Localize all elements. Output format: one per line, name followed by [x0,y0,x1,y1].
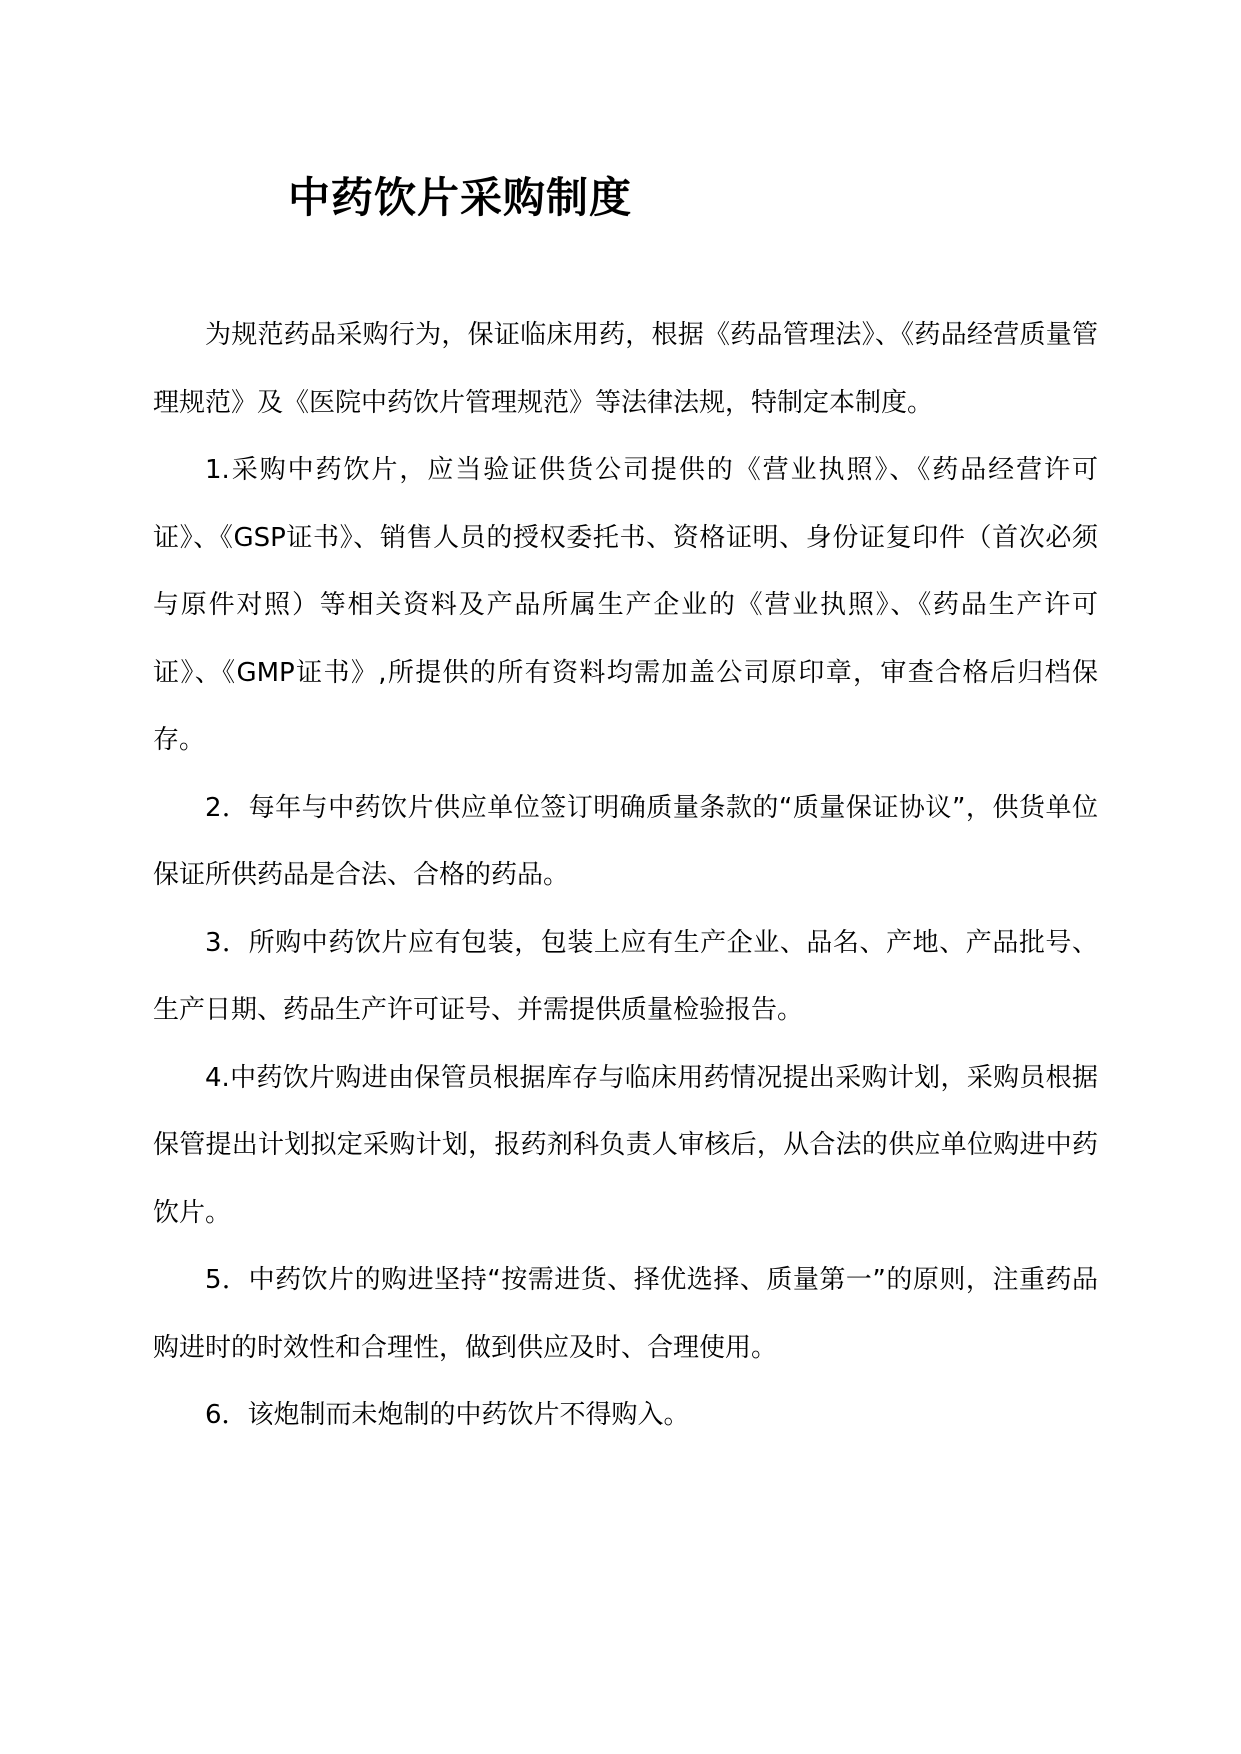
document-title: 中药饮片采购制度 [288,173,633,222]
clause-4-paragraph: 4.中药饮片购进由保管员根据库存与临床用药情况提出采购计划，采购员根据保管提出计划拟定采购计划，报药剂科负责人审核后，从合法的供应单位购进中药饮片。 [153,1062,1098,1228]
intro-paragraph: 为规范药品采购行为，保证临床用药，根据《药品管理法》、《药品经营质量管理规范》及《医院中药饮片管理规范》等法律法规，特制定本制度。 [153,320,1098,418]
document-body [153,302,1098,1450]
clause-6-paragraph: 6．该炮制而未炮制的中药饮片不得购入。 [205,1400,690,1430]
clause-1-paragraph: 1.采购中药饮片，应当验证供货公司提供的《营业执照》、《药品经营许可证》、《GSP证书》、销售人员的授权委托书、资格证明、身份证复印件（首次必须与原件对照）等相关资料及产品所属生产企业的《营业执照》、《药品生产许可证》、《GMP证书》,所提供的所有资料均需加盖公司原印章，审查合格后归档保存。 [153,455,1098,755]
clause-5-paragraph: 5．中药饮片的购进坚持“按需进货、择优选择、质量第一”的原则，注重药品购进时的时效性和合理性，做到供应及时、合理使用。 [153,1265,1098,1363]
clause-2-paragraph: 2．每年与中药饮片供应单位签订明确质量条款的“质量保证协议”，供货单位保证所供药品是合法、合格的药品。 [153,792,1098,890]
clause-3-paragraph: 3．所购中药饮片应有包装，包装上应有生产企业、品名、产地、产品批号、生产日期、药品生产许可证号、并需提供质量检验报告。 [153,927,1098,1025]
